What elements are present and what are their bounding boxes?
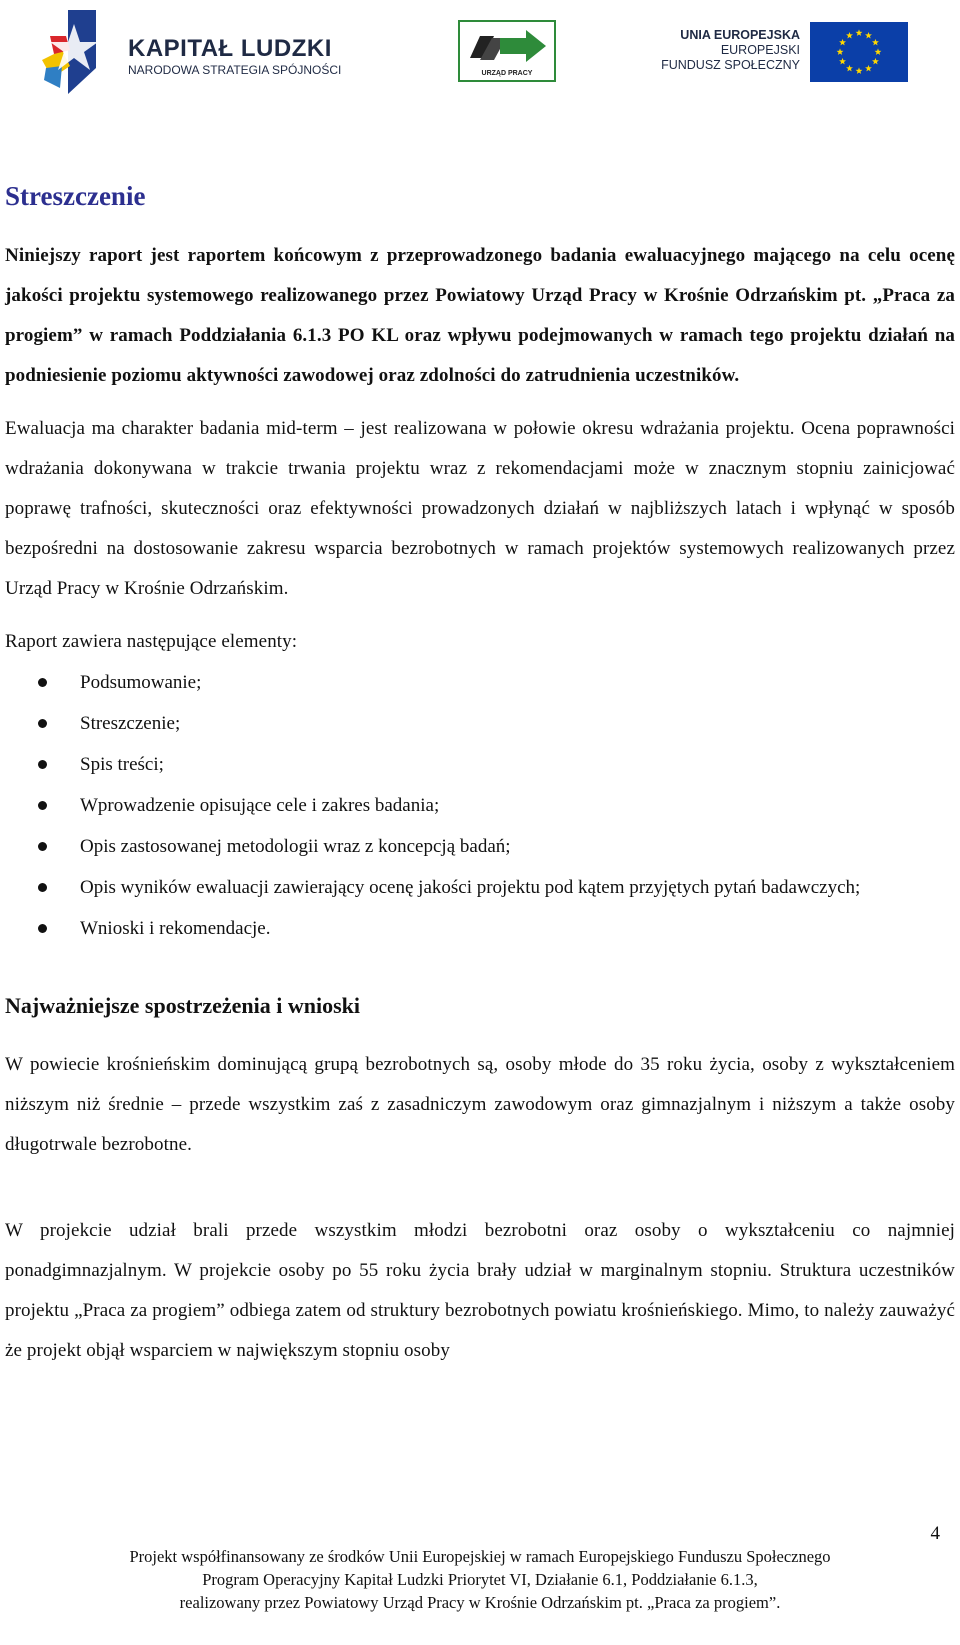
list-item [5,744,955,785]
bullet-icon [38,883,47,892]
eu-star-icon [865,32,872,39]
urzad-pracy-emblem [460,24,554,70]
footer-line-3: realizowany przez Powiatowy Urząd Pracy w Krośnie Odrzańskim pt. „Praca za progiem”. [179,1593,781,1612]
eu-star-icon [875,48,882,55]
list-item [5,785,955,826]
kapital-ludzki-logo [40,6,350,102]
eu-star-icon [856,67,863,74]
bullet-icon [38,924,47,933]
bullet-icon [38,760,47,769]
main-content [5,180,955,1371]
page-footer [0,1545,960,1614]
kapital-ludzki-subtitle: NARODOWA STRATEGIA SPÓJNOŚCI [128,63,342,77]
urzad-pracy-logo [458,20,556,82]
list-item [5,867,955,908]
list-item [5,908,955,949]
report-elements-list [5,662,955,949]
list-item-text: Spis treści; [80,754,164,775]
list-item-text: Podsumowanie; [80,672,202,693]
evaluation-paragraph: Ewaluacja ma charakter badania mid-term – jest realizowana w połowie okresu wdrażania projektu. Ocena poprawności wdrażania dokonywana w trakcie trwania projektu wraz z rekomendacjami może w znacznym stopniu zainicjować poprawę trafności, skuteczności oraz efektywności prowadzonych działań w najbliższych latach i wpłynąć w sposób bezpośredni na dostosowanie zakresu wsparcia bezrobotnych w ramach projektów systemowych realizowanych przez Urząd Pracy w Krośnie Odrzańskim. [5,418,955,599]
eu-stars-icon [810,22,908,82]
section-title: Streszczenie [5,181,146,211]
eu-star-icon [839,39,846,46]
list-intro: Raport zawiera następujące elementy: [5,631,298,652]
findings-paragraph-1: W powiecie krośnieńskim dominującą grupą bezrobotnych są, osoby młode do 35 roku życia, osoby z wykształceniem niższym niż średnie – przede wszystkim zaś z zasadniczym zawodowym oraz gimnazjalnym i niższym a także osoby długotrwale bezrobotne. [5,1054,955,1155]
intro-paragraph: Niniejszy raport jest raportem końcowym z przeprowadzonego badania ewaluacyjnego mającego na celu ocenę jakości projektu systemowego realizowanego przez Powiatowy Urząd Pracy w Krośnie Odrzańskim pt. „Praca za progiem” w ramach Poddziałania 6.1.3 PO KL oraz wpływu podejmowanych w ramach tego projektu działań na podniesienie poziomu aktywności zawodowej oraz zdolności do zatrudnienia uczestników. [5,245,955,386]
eu-logo-text [660,28,800,73]
list-item-text: Streszczenie; [80,713,181,734]
eu-star-icon [839,58,846,65]
findings-paragraph-2: W projekcie udział brali przede wszystkim młodzi bezrobotni oraz osoby o wykształceniu co najmniej ponadgimnazjalnym. W projekcie osoby po 55 roku życia brały udział w marginalnym stopniu. Struktura uczestników projektu „Praca za progiem” odbiega zatem od struktury bezrobotnych powiatu krośnieńskiego. Mimo, to należy zauważyć że projekt objął wsparciem w największym stopniu osoby [5,1220,955,1361]
list-item [5,826,955,867]
eu-star-icon [846,32,853,39]
eu-line-2: EUROPEJSKI [720,43,800,57]
eu-star-icon [865,65,872,72]
page-number: 4 [930,1523,940,1544]
eu-star-icon [846,65,853,72]
list-item [5,703,955,744]
footer-line-2: Program Operacyjny Kapitał Ludzki Priorytet VI, Działanie 6.1, Poddziałanie 6.1.3, [202,1570,758,1589]
list-item-text: Wprowadzenie opisujące cele i zakres badania; [80,795,440,816]
bullet-icon [38,719,47,728]
section-subtitle: Najważniejsze spostrzeżenia i wnioski [5,993,361,1018]
list-item-text: Opis zastosowanej metodologii wraz z koncepcją badań; [80,836,511,857]
urzad-pracy-label: URZĄD PRACY [481,70,533,77]
bullet-icon [38,678,47,687]
eu-star-icon [856,29,863,36]
footer-line-1: Projekt współfinansowany ze środków Unii Europejskiej w ramach Europejskiego Funduszu Społecznego [129,1547,831,1566]
list-item-text: Wnioski i rekomendacje. [80,918,271,939]
kapital-ludzki-title: KAPITAŁ LUDZKI [128,35,332,62]
eu-star-icon [872,58,879,65]
eu-star-icon [837,48,844,55]
list-item-text: Opis wyników ewaluacji zawierający ocenę jakości projektu pod kątem przyjętych pytań badawczych; [80,877,861,898]
page-header [0,0,960,110]
eu-flag-icon [810,22,908,82]
kapital-ludzki-emblem [40,6,120,102]
eu-line-1: UNIA EUROPEJSKA [680,28,800,42]
eu-line-3: FUNDUSZ SPOŁECZNY [661,58,800,72]
list-item [5,662,955,703]
bullet-icon [38,801,47,810]
bullet-icon [38,842,47,851]
eu-star-icon [872,39,879,46]
